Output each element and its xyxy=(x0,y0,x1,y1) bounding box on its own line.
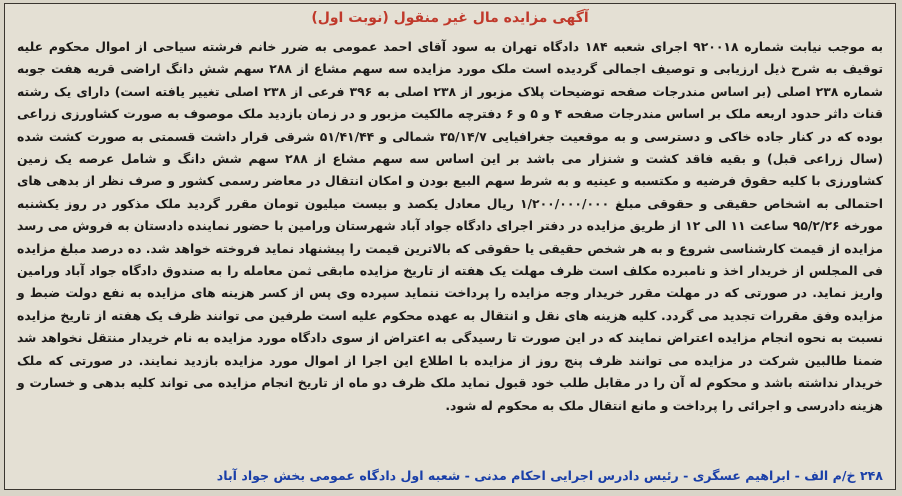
notice-title: آگهی مزایده مال غیر منقول (نوبت اول) xyxy=(311,10,589,26)
notice-signature: ۲۴۸ خ/م الف - ابراهیم عسگری - رئیس دادرس اجرایی احکام مدنی - شعبه اول دادگاه عمومی بخش جواد آباد xyxy=(216,468,883,483)
notice-body-text: به موجب نیابت شماره ۹۲۰۰۱۸ اجرای شعبه ۱۸۴ دادگاه تهران به سود آقای احمد عمومی به ضرر خانم فرشته سیاحی از اموال محکوم علیه توقیف به شرح ذیل ارزیابی و توصیف اجمالی گردیده است ملک مورد مزایده سه سهم مشاع از ۲۸۸ سهم شش دانگ اراضی قریه هفت جوبه شماره ۲۳۸ اصلی (بر اساس مندرجات صفحه توضیحات پلاک مزبور از ۲۳۸ اصلی به ۳۹۶ فرعی از ۲۳۸ اصلی تغییر یافته است) دارای یک رشته قنات داثر حدود اربعه ملک بر اساس مندرجات صفحه ۴ و ۵ و ۶ دفترچه مالکیت مزبور و در زمان بازدید ملک موصوف به صورت کشاورزی زراعی بوده که در کنار جاده خاکی و دسترسی و به موقعیت جغرافیایی ۳۵/۱۴/۷ شمالی و ۵۱/۴۱/۴۴ شرقی قرار داشت قسمتی به صورت کشت شده (سال زراعی قبل) و بقیه فاقد کشت و شنزار می باشد بر این اساس سه سهم مشاع از ۲۸۸ سهم شش دانگ و شامل عرصه یک زمین کشاورزی با کلیه حقوق فرضیه و مکتسبه و عینیه و به شرط سهم البیع بودن و امکان انتقال در معاضر رسمی کشور و صرف نظر از بدهی های احتمالی به اشخاص حقیقی و حقوقی مبلغ ۱/۲۰۰/۰۰۰/۰۰۰ ریال معادل یکصد و بیست میلیون تومان مقرر گردید ملک مذکور در روز یکشنبه مورخه ۹۵/۲/۲۶ ساعت ۱۱ الی ۱۲ از طریق مزایده در دفتر اجرای دادگاه جواد آباد شهرستان ورامین با حضور نماینده دادستان به فروش می رسد مزایده از قیمت کارشناسی شروع و به هر شخص حقیقی یا حقوقی که بالاترین قیمت را پیشنهاد نماید فروخته خواهد شد. ده درصد مبلغ مزایده فی المجلس از خریدار اخذ و نامبرده مکلف است ظرف مهلت یک هفته از تاریخ مزایده مابقی ثمن معامله را به صندوق دادگاه جواد آباد ورامین واریز نماید. در صورتی که در مهلت مقرر خریدار وجه مزایده را پرداخت ننماید سپرده وی پس از کسر هزینه های مزایده به نفع دولت ضبط و مزایده وفق مقررات تجدید می گردد. کلیه هزینه های نقل و انتقال به عهده محکوم علیه است طرفین می توانند ظرف یک هفته از تاریخ مزایده نسبت به نحوه انجام مزایده اعتراض نمایند که در این صورت تا رسیدگی به اعتراض از سوی دادگاه مورد مزایده به نام خریدار منتقل نخواهد شد ضمنا طالبین شرکت در مزایده می توانند ظرف پنج روز از مزایده با اطلاع این اجرا از اموال مورد مزایده بازدید نمایند. در صورتی که ملک خریدار نداشته باشد و محکوم له آن را در مقابل طلب خود قبول نماید ملک ظرف دو ماه از تاریخ انجام مزایده می تواند کلیه بدهی و خسارت و هزینه دادرسی و اجرائی را پرداخت و مانع انتقال ملک به محکوم له شود. xyxy=(17,39,883,413)
notice-body xyxy=(17,36,883,417)
auction-notice xyxy=(4,3,896,490)
